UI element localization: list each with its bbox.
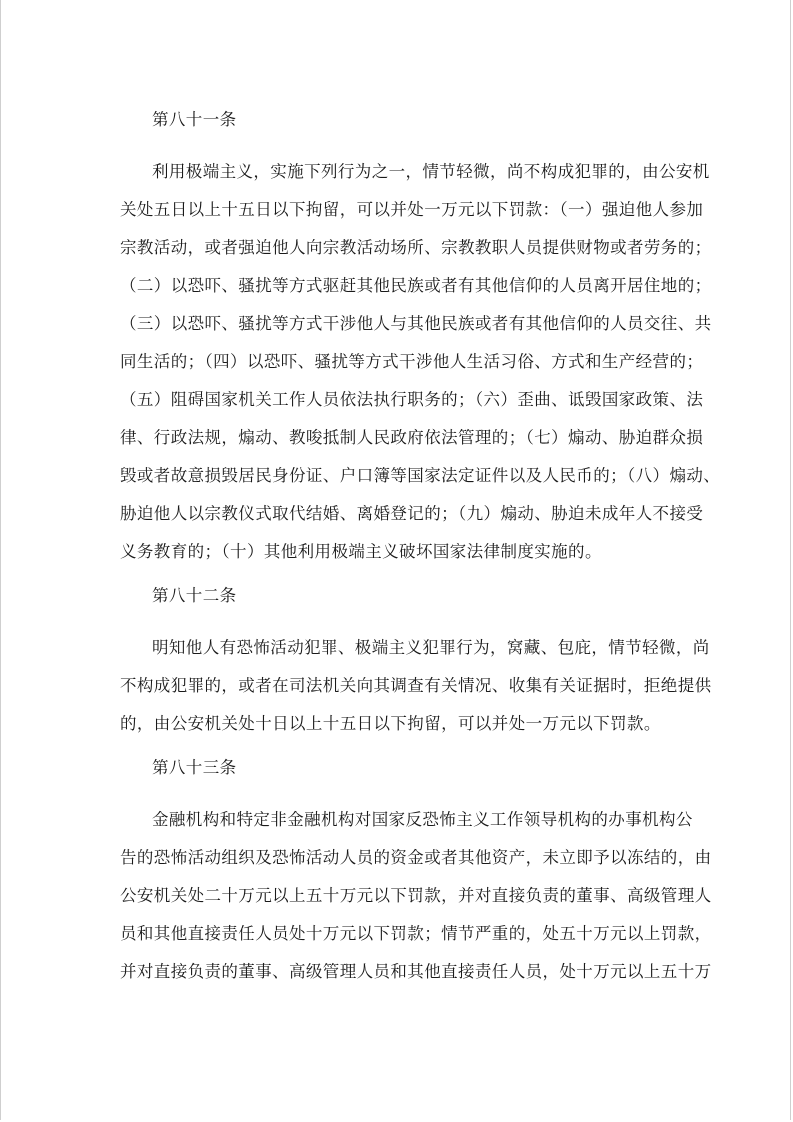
article-81-line: 利用极端主义，实施下列行为之一，情节轻微，尚不构成犯罪的，由公安机	[152, 162, 710, 181]
article-81-line: （二）以恐吓、骚扰等方式驱赶其他民族或者有其他信仰的人员离开居住地的；	[120, 276, 712, 295]
article-83-line: 并对直接负责的董事、高级管理人员和其他直接责任人员，处十万元以上五十万	[120, 962, 712, 981]
article-82-heading: 第八十二条	[152, 586, 237, 605]
article-83-line: 公安机关处二十万元以上五十万元以下罚款，并对直接负责的董事、高级管理人	[120, 886, 712, 905]
article-82-line: 不构成犯罪的，或者在司法机关向其调查有关情况、收集有关证据时，拒绝提供	[120, 676, 712, 695]
article-81-line: 毁或者故意损毁居民身份证、户口簿等国家法定证件以及人民币的；（八）煽动、	[120, 466, 721, 485]
article-83-heading: 第八十三条	[152, 758, 237, 777]
article-81-line: 律、行政法规，煽动、教唆抵制人民政府依法管理的；（七）煽动、胁迫群众损	[120, 428, 704, 447]
article-81-line: 宗教活动，或者强迫他人向宗教活动场所、宗教教职人员提供财物或者劳务的；	[120, 238, 712, 257]
article-81-line: 胁迫他人以宗教仪式取代结婚、离婚登记的；（九）煽动、胁迫未成年人不接受	[120, 504, 704, 523]
article-81-line: 同生活的；（四）以恐吓、骚扰等方式干涉他人生活习俗、方式和生产经营的；	[120, 352, 704, 371]
article-81-line: 义务教育的；（十）其他利用极端主义破坏国家法律制度实施的。	[120, 542, 602, 561]
article-82-line: 明知他人有恐怖活动犯罪、极端主义犯罪行为，窝藏、包庇，情节轻微，尚	[152, 638, 710, 657]
article-83-line: 告的恐怖活动组织及恐怖活动人员的资金或者其他资产，未立即予以冻结的，由	[120, 848, 712, 867]
article-81-line: 关处五日以上十五日以下拘留，可以并处一万元以下罚款：（一）强迫他人参加	[120, 200, 704, 219]
article-81-heading: 第八十一条	[152, 110, 237, 129]
article-82-line: 的，由公安机关处十日以上十五日以下拘留，可以并处一万元以下罚款。	[120, 714, 661, 733]
article-83-line: 员和其他直接责任人员处十万元以下罚款；情节严重的，处五十万元以上罚款，	[120, 924, 712, 943]
document-body	[120, 101, 721, 991]
article-81-line: （五）阻碍国家机关工作人员依法执行职务的；（六）歪曲、诋毁国家政策、法	[120, 390, 704, 409]
article-83-line: 金融机构和特定非金融机构对国家反恐怖主义工作领导机构的办事机构公	[152, 810, 693, 829]
article-81-line: （三）以恐吓、骚扰等方式干涉他人与其他民族或者有其他信仰的人员交往、共	[120, 314, 712, 333]
